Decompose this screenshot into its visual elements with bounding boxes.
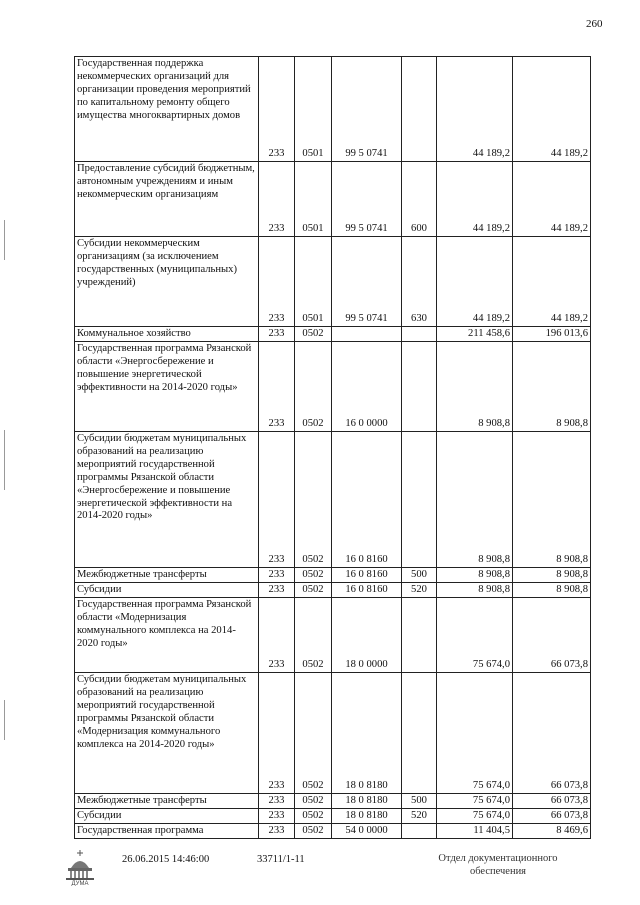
row-ministry-code: 233 xyxy=(259,598,295,673)
row-target-code: 99 5 0741 xyxy=(332,162,402,237)
row-ministry-code: 233 xyxy=(259,327,295,342)
row-sum-2016: 44 189,2 xyxy=(513,162,591,237)
row-sum-2015: 44 189,2 xyxy=(437,57,513,162)
row-target-code: 99 5 0741 xyxy=(332,57,402,162)
row-expense-type: 600 xyxy=(402,162,437,237)
scan-edge-mark-bottom xyxy=(4,700,5,740)
row-target-code: 16 0 8160 xyxy=(332,583,402,598)
duma-logo-icon xyxy=(63,848,97,886)
row-ministry-code: 233 xyxy=(259,237,295,327)
row-section-code: 0502 xyxy=(295,598,332,673)
row-sum-2016: 66 073,8 xyxy=(513,794,591,809)
row-expense-type xyxy=(402,57,437,162)
row-sum-2016: 8 908,8 xyxy=(513,568,591,583)
logo-text: ДУМА xyxy=(71,881,89,886)
scan-edge-mark-mid xyxy=(4,430,5,490)
row-expense-type: 500 xyxy=(402,794,437,809)
row-expense-type xyxy=(402,824,437,839)
row-name: Субсидии некоммерческим организациям (за исключением государственных (муниципальных) учреждений) xyxy=(75,237,259,327)
row-section-code: 0501 xyxy=(295,57,332,162)
table-row xyxy=(75,598,591,673)
row-section-code: 0502 xyxy=(295,432,332,568)
row-section-code: 0502 xyxy=(295,809,332,824)
table-row xyxy=(75,583,591,598)
row-name: Государственная программа xyxy=(75,824,259,839)
row-sum-2015: 75 674,0 xyxy=(437,809,513,824)
footer-doc-code: 33711/1-11 xyxy=(257,854,305,865)
row-ministry-code: 233 xyxy=(259,342,295,432)
table-row xyxy=(75,342,591,432)
table-row xyxy=(75,432,591,568)
table-row xyxy=(75,237,591,327)
row-target-code xyxy=(332,327,402,342)
row-expense-type xyxy=(402,432,437,568)
row-sum-2016: 66 073,8 xyxy=(513,673,591,794)
row-sum-2015: 8 908,8 xyxy=(437,432,513,568)
row-name: Коммунальное хозяйство xyxy=(75,327,259,342)
row-expense-type: 630 xyxy=(402,237,437,327)
row-section-code: 0502 xyxy=(295,342,332,432)
row-sum-2016: 8 908,8 xyxy=(513,342,591,432)
row-target-code: 18 0 0000 xyxy=(332,598,402,673)
row-sum-2016: 8 469,6 xyxy=(513,824,591,839)
row-section-code: 0502 xyxy=(295,583,332,598)
row-ministry-code: 233 xyxy=(259,794,295,809)
row-sum-2015: 44 189,2 xyxy=(437,162,513,237)
row-name: Субсидии xyxy=(75,809,259,824)
row-ministry-code: 233 xyxy=(259,432,295,568)
row-expense-type xyxy=(402,598,437,673)
table-row xyxy=(75,327,591,342)
row-sum-2015: 44 189,2 xyxy=(437,237,513,327)
table-row xyxy=(75,162,591,237)
row-target-code: 18 0 8180 xyxy=(332,673,402,794)
row-section-code: 0502 xyxy=(295,824,332,839)
table-row xyxy=(75,57,591,162)
row-target-code: 16 0 8160 xyxy=(332,432,402,568)
row-name: Межбюджетные трансферты xyxy=(75,794,259,809)
scan-edge-mark-top xyxy=(4,220,5,260)
row-target-code: 18 0 8180 xyxy=(332,809,402,824)
row-sum-2016: 44 189,2 xyxy=(513,57,591,162)
row-target-code: 18 0 8180 xyxy=(332,794,402,809)
row-sum-2016: 8 908,8 xyxy=(513,583,591,598)
row-name: Субсидии бюджетам муниципальных образований на реализацию мероприятий государственной программы Рязанской области «Модернизация коммунального комплекса на 2014-2020 годы» xyxy=(75,673,259,794)
row-ministry-code: 233 xyxy=(259,809,295,824)
row-expense-type xyxy=(402,673,437,794)
row-section-code: 0501 xyxy=(295,237,332,327)
row-name: Субсидии бюджетам муниципальных образований на реализацию мероприятий государственной программы Рязанской области «Энергосбережение и повышение энергетической эффективности на 2014-2020 годы» xyxy=(75,432,259,568)
row-sum-2016: 66 073,8 xyxy=(513,809,591,824)
page-number: 260 xyxy=(586,18,603,30)
table-row xyxy=(75,568,591,583)
row-sum-2015: 11 404,5 xyxy=(437,824,513,839)
row-expense-type xyxy=(402,342,437,432)
footer-department-stamp xyxy=(418,852,578,878)
row-ministry-code: 233 xyxy=(259,568,295,583)
row-ministry-code: 233 xyxy=(259,162,295,237)
row-sum-2015: 75 674,0 xyxy=(437,794,513,809)
row-ministry-code: 233 xyxy=(259,583,295,598)
row-ministry-code: 233 xyxy=(259,824,295,839)
row-expense-type xyxy=(402,327,437,342)
row-sum-2016: 66 073,8 xyxy=(513,598,591,673)
row-target-code: 99 5 0741 xyxy=(332,237,402,327)
row-name: Межбюджетные трансферты xyxy=(75,568,259,583)
row-expense-type: 520 xyxy=(402,809,437,824)
row-name: Предоставление субсидий бюджетным, автономным учреждениям и иным некоммерческим организациям xyxy=(75,162,259,237)
row-section-code: 0502 xyxy=(295,673,332,794)
row-name: Государственная поддержка некоммерческих организаций для организации проведения мероприятий по капитальному ремонту общего имущества многоквартирных домов xyxy=(75,57,259,162)
table-row xyxy=(75,794,591,809)
row-sum-2016: 196 013,6 xyxy=(513,327,591,342)
row-sum-2016: 8 908,8 xyxy=(513,432,591,568)
table-row xyxy=(75,673,591,794)
row-target-code: 16 0 0000 xyxy=(332,342,402,432)
row-target-code: 16 0 8160 xyxy=(332,568,402,583)
table-row xyxy=(75,809,591,824)
row-sum-2015: 211 458,6 xyxy=(437,327,513,342)
row-sum-2015: 8 908,8 xyxy=(437,568,513,583)
row-ministry-code: 233 xyxy=(259,57,295,162)
row-section-code: 0501 xyxy=(295,162,332,237)
row-section-code: 0502 xyxy=(295,327,332,342)
footer-datetime: 26.06.2015 14:46:00 xyxy=(122,854,210,865)
budget-table xyxy=(74,56,591,839)
row-sum-2015: 75 674,0 xyxy=(437,673,513,794)
row-sum-2015: 8 908,8 xyxy=(437,342,513,432)
row-expense-type: 520 xyxy=(402,583,437,598)
row-sum-2015: 8 908,8 xyxy=(437,583,513,598)
row-expense-type: 500 xyxy=(402,568,437,583)
row-name: Государственная программа Рязанской области «Энергосбережение и повышение энергетической эффективности на 2014-2020 годы» xyxy=(75,342,259,432)
row-name: Субсидии xyxy=(75,583,259,598)
row-name: Государственная программа Рязанской области «Модернизация коммунального комплекса на 2014-2020 годы» xyxy=(75,598,259,673)
row-target-code: 54 0 0000 xyxy=(332,824,402,839)
row-section-code: 0502 xyxy=(295,568,332,583)
row-section-code: 0502 xyxy=(295,794,332,809)
row-sum-2016: 44 189,2 xyxy=(513,237,591,327)
row-sum-2015: 75 674,0 xyxy=(437,598,513,673)
row-ministry-code: 233 xyxy=(259,673,295,794)
department-line-1: Отдел документационного xyxy=(438,853,558,864)
table-row xyxy=(75,824,591,839)
department-line-2: обеспечения xyxy=(469,866,527,877)
